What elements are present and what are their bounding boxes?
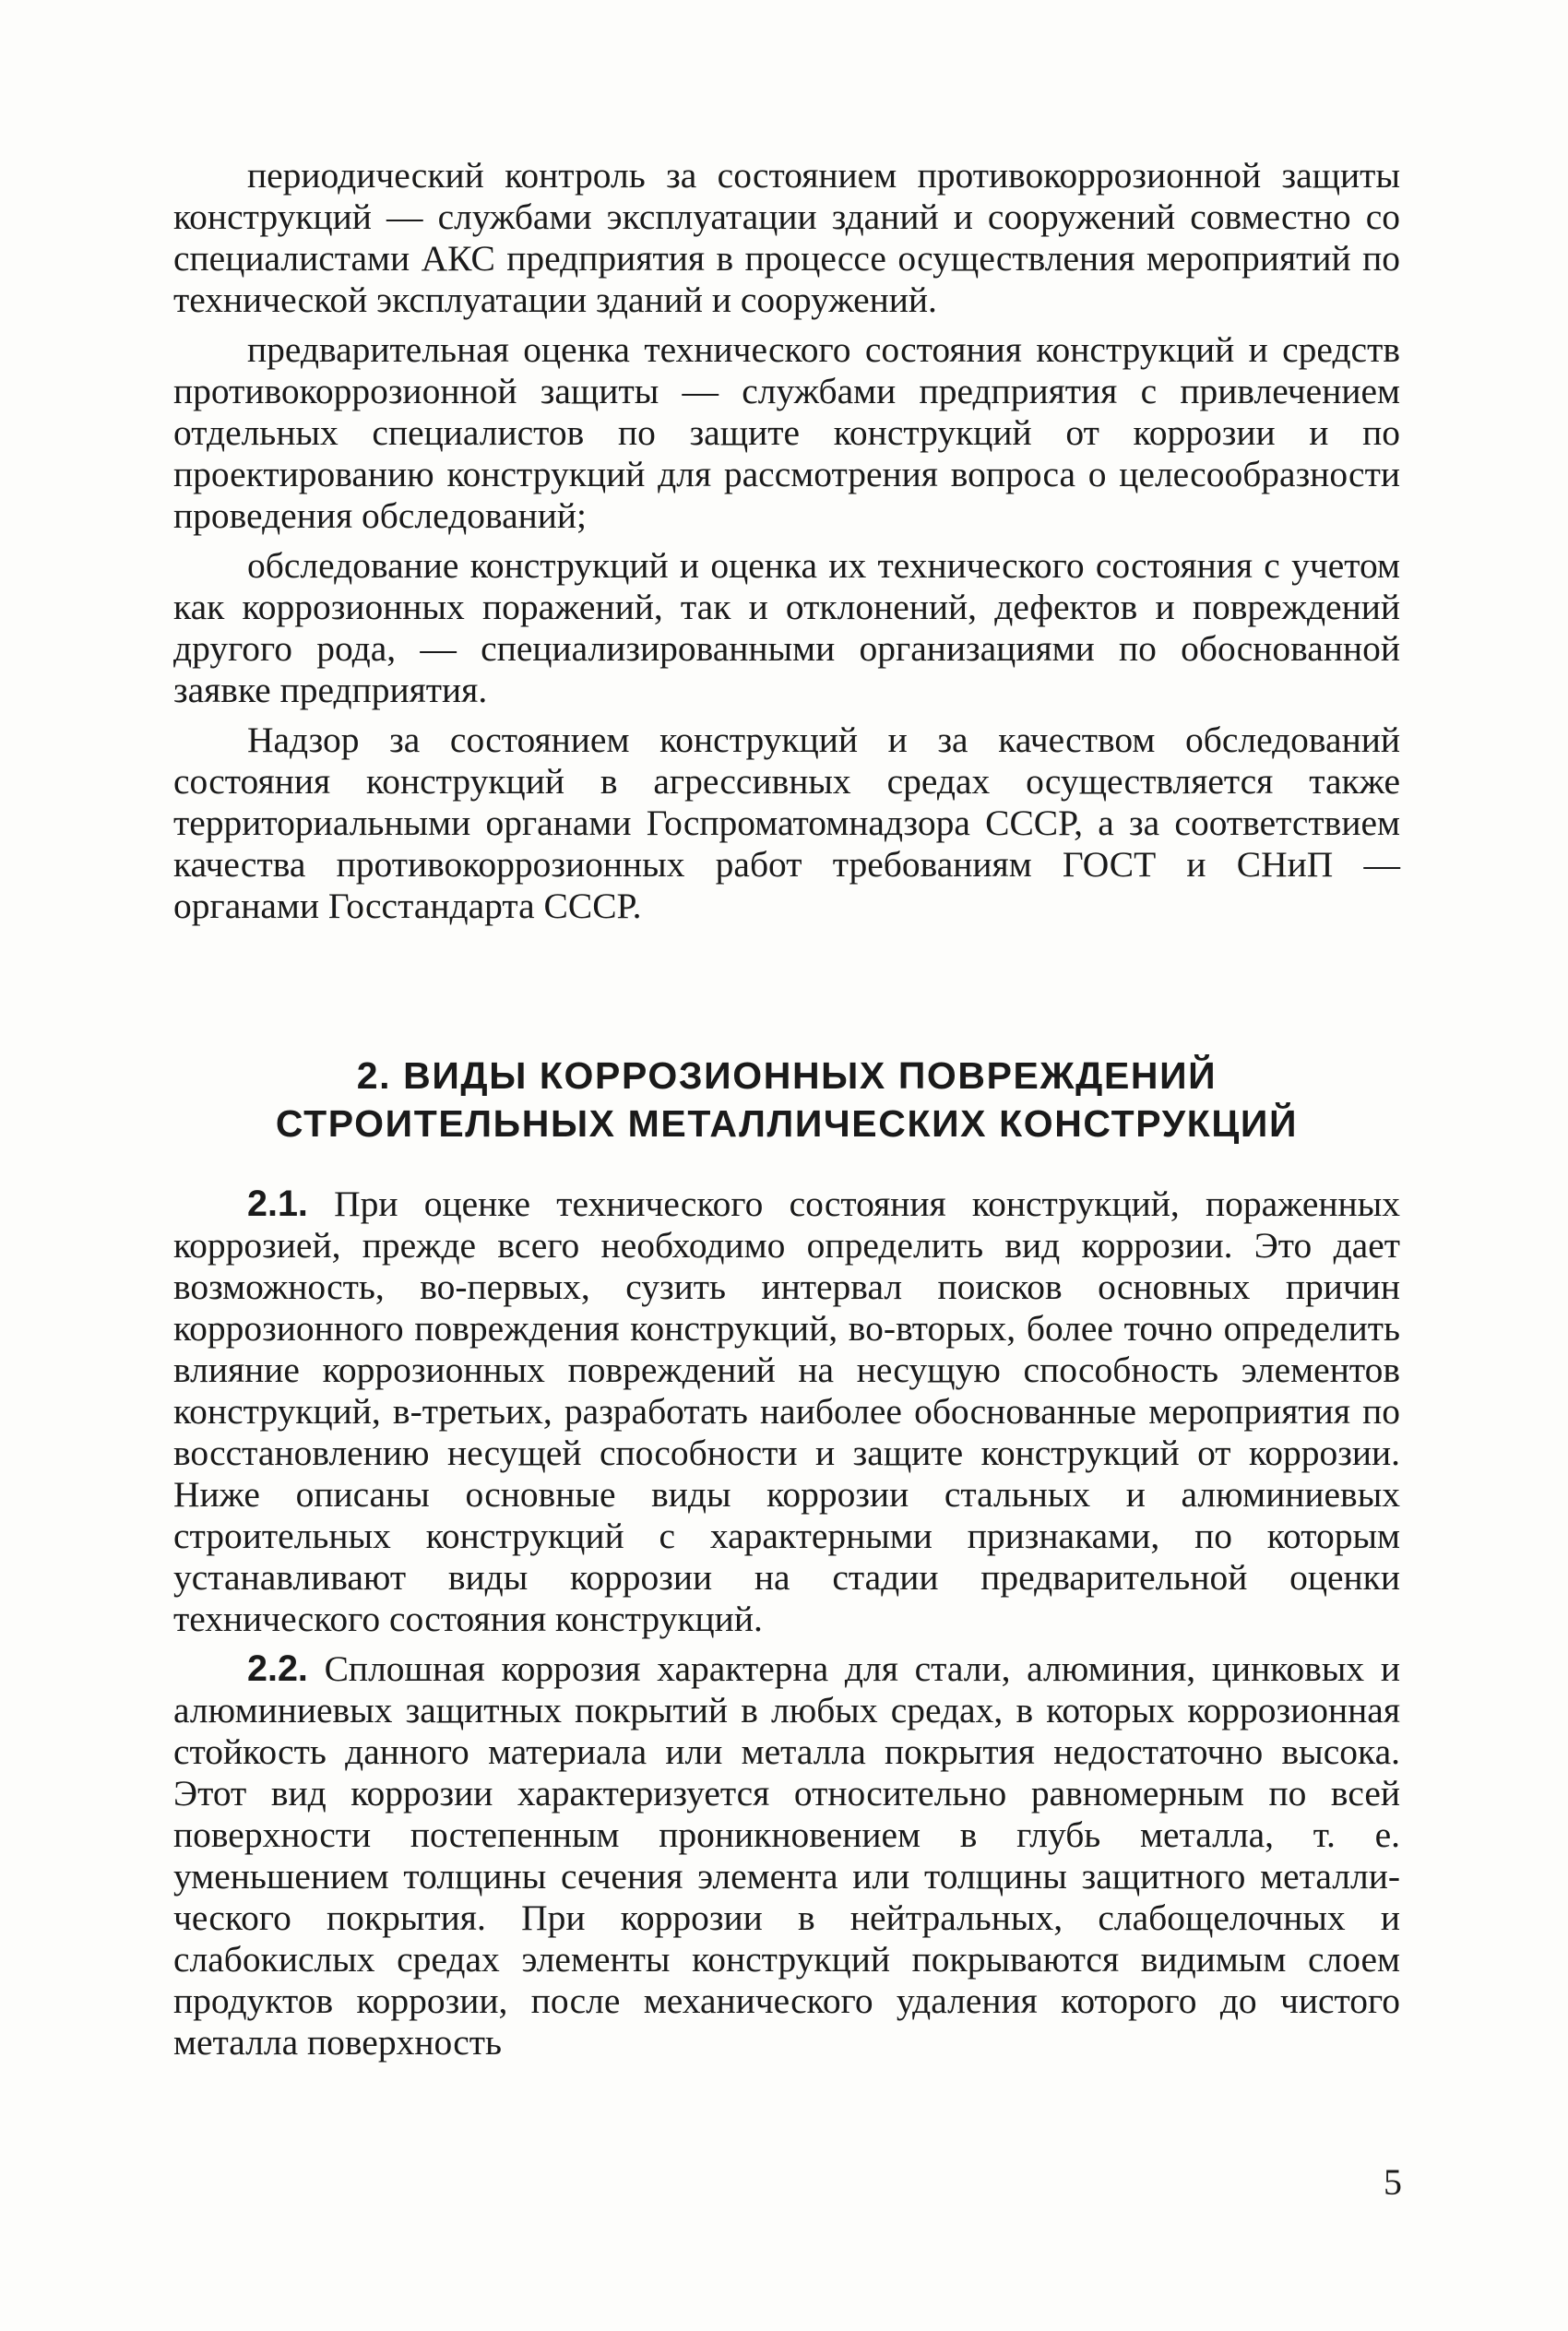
- clause-2-1: [173, 1183, 1400, 1640]
- clause-2-1-number: 2.1.: [247, 1183, 308, 1224]
- bottom-text-block: [173, 1183, 1400, 2072]
- page-number: 5: [1384, 2161, 1402, 2203]
- clause-2-2-number: 2.2.: [247, 1648, 308, 1689]
- section-heading: [173, 1052, 1400, 1148]
- top-text-block: [173, 155, 1400, 935]
- clause-2-1-text: При оценке технического состояния конструкций, пораженных коррозией, прежде всего необходимо определить вид коррозии. Это дает возможность, во-первых, сузить интервал поисков основных причин коррозионного повреждения конструкций, во-вторых, более точно определить влияние коррозионных повреждений на несущую способность элементов конструкций, в-третьих, разработать наиболее обоснованные мероприятия по восстановлению несущей способности и защите конструкций от коррозии. Ниже описаны основные виды коррозии стальных и алюминиевых строительных конструкций с характерными признаками, по которым устанавливают виды коррозии на стадии предварительной оценки технического состояния конструкций.: [173, 1183, 1400, 1639]
- paragraph-supervision: Надзор за состоянием конструкций и за качеством обследований состояния конструкций в агрессивных средах осуществляется также территориальными органами Госпроматомнадзора СССР, а за соответствием качества противокоррозионных работ требованиям ГОСТ и СНиП — органами Госстандарта СССР.: [173, 720, 1400, 926]
- section-heading-line-1: 2. ВИДЫ КОРРОЗИОННЫХ ПОВРЕЖДЕНИЙ: [356, 1054, 1218, 1097]
- section-heading-line-2: СТРОИТЕЛЬНЫХ МЕТАЛЛИЧЕСКИХ КОНСТРУКЦИЙ: [275, 1102, 1299, 1145]
- clause-2-2: [173, 1648, 1400, 2063]
- paragraph-inspection: обследование конструкций и оценка их технического состояния с учетом как коррозионных поражений, так и отклонений, дефектов и повреждений другого рода, — специализированными организациями по обоснованной заявке предприятия.: [173, 545, 1400, 710]
- paragraph-periodic-control: периодический контроль за состоянием противокоррозионной защиты конструкций — службами эксплуатации зданий и сооружений совместно со специалистами АКС предприятия в процессе осуществления мероприятий по технической эксплуатации зданий и сооружений.: [173, 155, 1400, 320]
- paragraph-preliminary-assessment: предварительная оценка технического состояния конструкций и средств противокоррозионной защиты — службами предприятия с привлечением отдельных специалистов по защите конструкций от коррозии и по проектированию конструкций для рассмотрения вопроса о целесообразности проведения обследований;: [173, 329, 1400, 536]
- clause-2-2-text: Сплошная коррозия характерна для стали, алюминия, цинковых и алюминиевых защитных покрытий в любых средах, в которых коррозионная стойкость данного материала или металла покрытия недостаточно высока. Этот вид коррозии характеризуется относительно равномерным по всей поверхности постепенным проникновением в глубь металла, т. е. уменьшением толщины сечения элемента или толщины защитного металлического покрытия. При коррозии в нейтральных, слабощелочных и слабокислых средах элементы конструкций покрываются видимым слоем продуктов коррозии, после механического удаления которого до чистого металла поверхность: [173, 1648, 1400, 2063]
